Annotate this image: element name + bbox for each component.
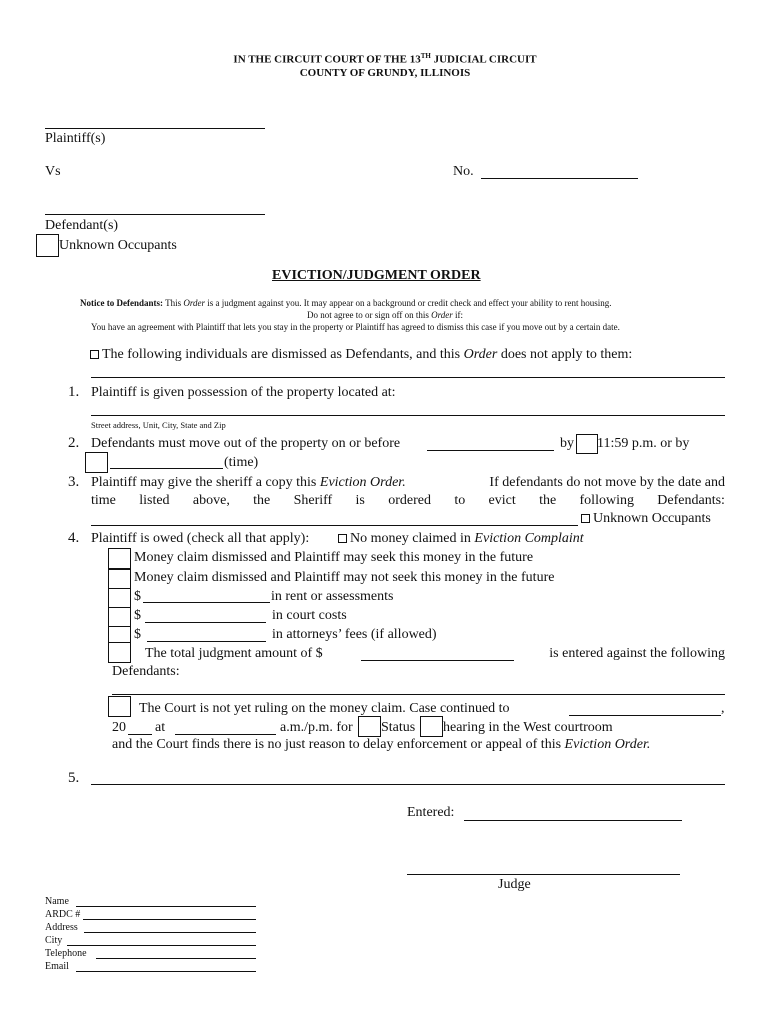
attorney-address-line[interactable] [84, 932, 256, 933]
entered-date-line[interactable] [464, 820, 682, 821]
finding-eviction-order: Eviction Order. [564, 737, 651, 752]
dismissed-statement [90, 347, 632, 363]
court-name: IN THE CIRCUIT COURT OF THE 13 [233, 53, 421, 66]
notice-text: This [162, 298, 184, 308]
money-dismissed-may-seek-checkbox[interactable] [108, 548, 131, 569]
time-1159-label: 11:59 p.m. or by [597, 436, 690, 451]
court-circuit: JUDICIAL CIRCUIT [430, 53, 537, 66]
court-heading [0, 52, 770, 66]
hearing-time-line[interactable] [175, 734, 276, 735]
no-money-checkbox[interactable] [338, 534, 347, 543]
sheriff-word: ordered [388, 493, 431, 508]
sheriff-word: evict [488, 493, 516, 508]
vs-label: Vs [45, 164, 61, 179]
sheriff-word: Defendants: [657, 493, 725, 508]
custom-time-checkbox[interactable] [85, 452, 108, 473]
comma: , [721, 701, 725, 716]
attorney-telephone-label: Telephone [45, 948, 87, 959]
sheriff-word: following [579, 493, 634, 508]
item-2-number: 2. [68, 435, 80, 451]
no-money-complaint: Eviction Complaint [474, 531, 584, 546]
total-judgment-amount-line[interactable] [361, 660, 514, 661]
notice-text: Do not agree to or sign off on this [307, 310, 432, 320]
hearing-checkbox[interactable] [420, 716, 443, 737]
no-money-text: No money claimed in [350, 531, 475, 546]
attorney-city-label: City [45, 935, 63, 946]
attorney-fees-amount-line[interactable] [147, 641, 266, 642]
total-judgment-text: The total judgment amount of $ [145, 646, 323, 661]
sheriff-word: is [355, 493, 365, 508]
court-costs-checkbox[interactable] [108, 607, 131, 627]
status-label: Status [381, 720, 416, 735]
sheriff-text: If defendants do not move by the date and [489, 475, 725, 490]
total-judgment-checkbox[interactable] [108, 642, 131, 663]
county-heading: COUNTY OF GRUNDY, ILLINOIS [299, 67, 471, 79]
entered-label: Entered: [407, 805, 455, 820]
notice-text: if: [452, 310, 463, 320]
item-1-number: 1. [68, 384, 80, 400]
rent-label: in rent or assessments [271, 589, 394, 604]
ampm-label: a.m./p.m. for [280, 720, 353, 735]
custom-time-line[interactable] [110, 468, 223, 469]
notice-label: Notice to Defendants: [80, 298, 163, 308]
unknown-occupants-label: Unknown Occupants [59, 238, 177, 253]
finding-text: and the Court finds there is no just reason to delay enforcement or appeal of this [112, 737, 565, 752]
attorney-fees-label: in attorneys’ fees (if allowed) [272, 627, 437, 642]
plaintiff-line[interactable] [45, 128, 265, 129]
attorney-email-line[interactable] [76, 971, 256, 972]
plaintiff-label: Plaintiff(s) [45, 131, 106, 146]
attorney-city-line[interactable] [67, 945, 256, 946]
attorney-address-label: Address [45, 922, 78, 933]
sheriff-word: listed [139, 493, 170, 508]
defendant-label: Defendant(s) [45, 218, 119, 233]
no-money-option [338, 531, 584, 547]
evict-unknown-occupants-label: Unknown Occupants [593, 511, 711, 526]
at-label: at [155, 720, 166, 735]
attorney-ardc-line[interactable] [83, 919, 256, 920]
judge-label: Judge [498, 877, 531, 892]
money-dismissed-may-seek-label: Money claim dismissed and Plaintiff may seek this money in the future [134, 550, 534, 565]
attorney-fees-dollar: $ [134, 627, 141, 642]
by-label: by [560, 436, 574, 451]
sheriff-word: Sheriff [293, 493, 333, 508]
court-costs-dollar: $ [134, 608, 141, 623]
dismissed-order-word: Order [463, 347, 498, 362]
item-1-text: Plaintiff is given possession of the property located at: [91, 385, 396, 400]
court-ordinal-suffix: TH [420, 52, 431, 60]
item-5-line[interactable] [91, 784, 725, 785]
evict-unknown-occupants [581, 511, 711, 527]
rent-amount-line[interactable] [143, 602, 270, 603]
sheriff-word: time [91, 493, 116, 508]
notice-text: is a judgment against you. It may appear on a background or credit check and effect your ability to rent housing. [205, 298, 612, 308]
time-1159-checkbox[interactable] [576, 434, 598, 454]
attorney-telephone-line[interactable] [96, 958, 256, 959]
case-number-label: No. [453, 164, 474, 179]
continued-date-line[interactable] [569, 715, 721, 716]
evict-unknown-occupants-checkbox[interactable] [581, 514, 590, 523]
money-dismissed-may-not-seek-checkbox[interactable] [108, 569, 131, 589]
rent-dollar: $ [134, 589, 141, 604]
money-dismissed-may-not-seek-label: Money claim dismissed and Plaintiff may not seek this money in the future [134, 570, 555, 585]
time-label: (time) [224, 455, 259, 470]
not-yet-ruling-checkbox[interactable] [108, 696, 131, 717]
judgment-defendants-line[interactable] [112, 694, 725, 695]
court-costs-label: in court costs [272, 608, 347, 623]
court-costs-amount-line[interactable] [145, 622, 266, 623]
finding-statement [112, 737, 650, 753]
notice-order-word: Order [183, 298, 205, 308]
sheriff-text: Plaintiff may give the sheriff a copy this [91, 475, 320, 490]
hearing-label: hearing in the West courtroom [443, 720, 613, 735]
eviction-order-phrase: Eviction Order. [319, 475, 406, 490]
sheriff-word: the [253, 493, 271, 508]
move-out-text: Defendants must move out of the property on or before [91, 436, 401, 451]
rent-checkbox[interactable] [108, 588, 131, 608]
attorney-ardc-label: ARDC # [45, 909, 81, 920]
year-prefix: 20 [112, 720, 126, 735]
sheriff-word: above, [192, 493, 230, 508]
sheriff-line-1 [91, 475, 725, 491]
address-caption: Street address, Unit, City, State and Zip [91, 420, 226, 430]
notice-line-3: You have an agreement with Plaintiff that lets you stay in the property or Plaintiff has agreed to dismiss this case if you move out by a certain date. [91, 322, 620, 332]
notice-line-1 [80, 298, 611, 308]
status-checkbox[interactable] [358, 716, 381, 737]
sheriff-word: the [539, 493, 557, 508]
dismissed-names-line[interactable] [91, 377, 725, 378]
order-title: EVICTION/JUDGMENT ORDER [272, 268, 481, 283]
case-number-line[interactable] [481, 178, 638, 179]
sheriff-word: to [454, 493, 466, 508]
item-4-number: 4. [68, 530, 80, 546]
not-yet-ruling-text: The Court is not yet ruling on the money claim. Case continued to [139, 701, 510, 716]
dismissed-text: does not apply to them: [497, 347, 633, 362]
owed-intro: Plaintiff is owed (check all that apply): [91, 531, 310, 546]
move-out-date-line[interactable] [427, 450, 554, 451]
unknown-occupants-checkbox[interactable] [36, 234, 59, 257]
judgment-defendants-label: Defendants: [112, 664, 180, 679]
judge-signature-line[interactable] [407, 874, 680, 875]
dismissed-checkbox[interactable] [90, 350, 99, 359]
item-5-number: 5. [68, 770, 80, 786]
evict-defendants-line[interactable] [91, 525, 578, 526]
attorney-name-line[interactable] [76, 906, 256, 907]
item-3-number: 3. [68, 474, 80, 490]
dismissed-text: The following individuals are dismissed as Defendants, and this [102, 347, 464, 362]
attorney-email-label: Email [45, 961, 69, 972]
sheriff-line-2 [91, 493, 725, 509]
year-line[interactable] [128, 734, 152, 735]
defendant-line[interactable] [45, 214, 265, 215]
notice-order-word: Order [431, 310, 453, 320]
attorney-name-label: Name [45, 896, 69, 907]
notice-line-2 [0, 310, 770, 320]
address-line[interactable] [91, 415, 725, 416]
total-judgment-against: is entered against the following [549, 646, 725, 661]
